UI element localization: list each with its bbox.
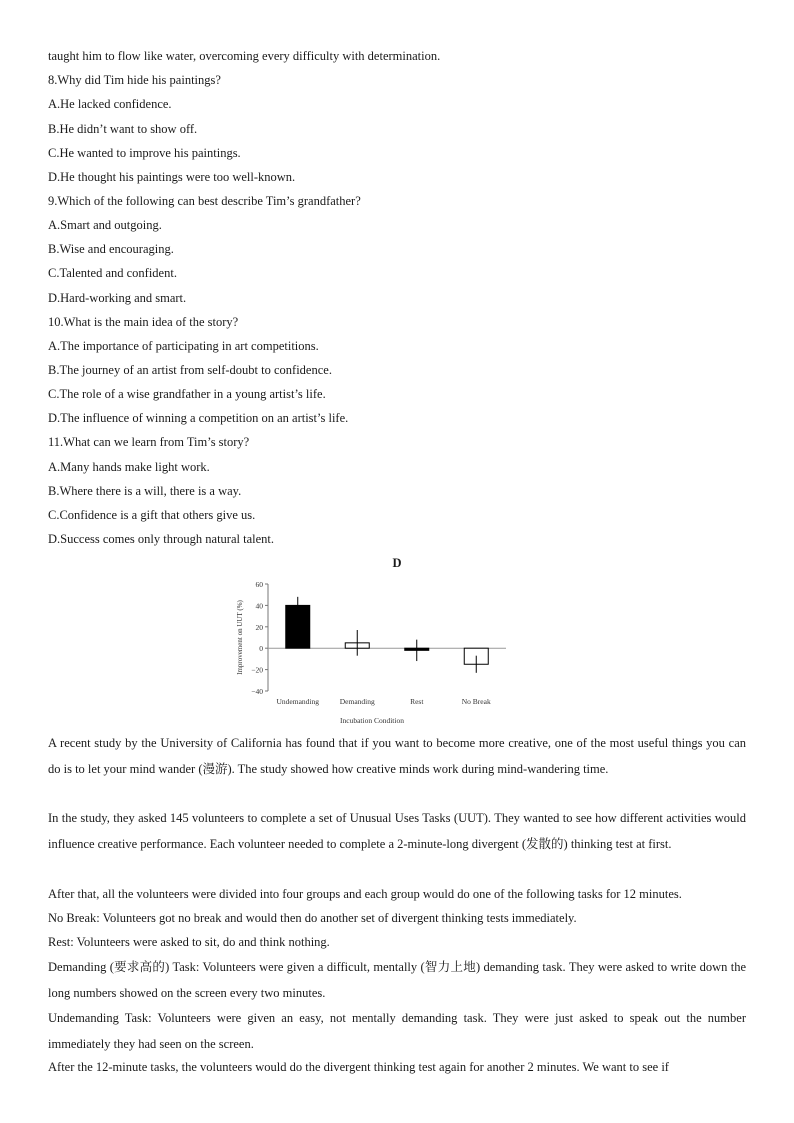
paragraph: After that, all the volunteers were divided into four groups and each group would do one of the following tasks for 12 minutes.: [48, 887, 682, 901]
bar-chart: [228, 576, 528, 728]
paragraph: No Break: Volunteers got no break and would then do another set of divergent thinking tests immediately.: [48, 911, 577, 925]
text-line: taught him to flow like water, overcoming every difficulty with determination.: [48, 49, 441, 63]
paragraph: A recent study by the University of California has found that if you want to become more creative, one of the most useful things you can do is to let your mind wander (漫游). The study showed how creative minds work during mind-wandering time.: [48, 736, 746, 776]
option-line: D.He thought his paintings were too well-known.: [48, 170, 296, 184]
option-line: D.Hard-working and smart.: [48, 291, 187, 305]
question-9: 9.Which of the following can best describe Tim’s grandfather?: [48, 194, 361, 208]
paragraph: After the 12-minute tasks, the volunteers would do the divergent thinking test again for another 2 minutes. We want to see if: [48, 1060, 669, 1074]
option-line: C.He wanted to improve his paintings.: [48, 146, 241, 160]
question-10: 10.What is the main idea of the story?: [48, 315, 239, 329]
option-line: A.Many hands make light work.: [48, 460, 210, 474]
question-11: 11.What can we learn from Tim’s story?: [48, 435, 250, 449]
option-line: D.Success comes only through natural talent.: [48, 532, 274, 546]
paragraph: In the study, they asked 145 volunteers to complete a set of Unusual Uses Tasks (UUT). They wanted to see how different activities would influence creative performance. Each volunteer needed to complete a 2-minute-long divergent (发散的) thinking test at first.: [48, 811, 746, 851]
option-line: C.Talented and confident.: [48, 266, 177, 280]
y-axis-title: Improvement on UUT (%): [236, 600, 244, 675]
option-line: B.Where there is a will, there is a way.: [48, 484, 242, 498]
x-tick-label: No Break: [461, 697, 491, 706]
y-tick-label: −40: [251, 687, 263, 696]
section-title: D: [392, 556, 402, 570]
y-tick-label: 40: [255, 601, 263, 611]
option-line: C.The role of a wise grandfather in a young artist’s life.: [48, 387, 326, 401]
x-tick-label: Undemanding: [276, 697, 319, 706]
y-tick-label: 0: [259, 644, 263, 654]
option-line: A.Smart and outgoing.: [48, 218, 162, 232]
y-tick-label: −20: [251, 665, 263, 675]
y-tick-label: 60: [255, 580, 263, 589]
paragraph: Rest: Volunteers were asked to sit, do and think nothing.: [48, 935, 330, 949]
option-line: B.Wise and encouraging.: [48, 242, 174, 256]
paragraph: Demanding (要求高的) Task: Volunteers were given a difficult, mentally (智力上地) demanding task. They were asked to write down the long numbers showed on the screen every two minutes.: [48, 960, 746, 1000]
option-line: B.He didn’t want to show off.: [48, 122, 198, 136]
option-line: B.The journey of an artist from self-doubt to confidence.: [48, 363, 332, 377]
x-tick-label: Rest: [410, 697, 424, 706]
option-line: A.He lacked confidence.: [48, 97, 172, 111]
option-line: C.Confidence is a gift that others give us.: [48, 508, 256, 522]
paragraph: Undemanding Task: Volunteers were given an easy, not mentally demanding task. They were just asked to speak out the number immediately they had seen on the screen.: [48, 1011, 746, 1051]
y-tick-label: 20: [255, 622, 263, 632]
question-8: 8.Why did Tim hide his paintings?: [48, 73, 221, 87]
option-line: A.The importance of participating in art competitions.: [48, 339, 319, 353]
x-axis-title: Incubation Condition: [340, 716, 404, 725]
option-line: D.The influence of winning a competition on an artist’s life.: [48, 411, 349, 425]
x-tick-label: Demanding: [339, 697, 375, 706]
